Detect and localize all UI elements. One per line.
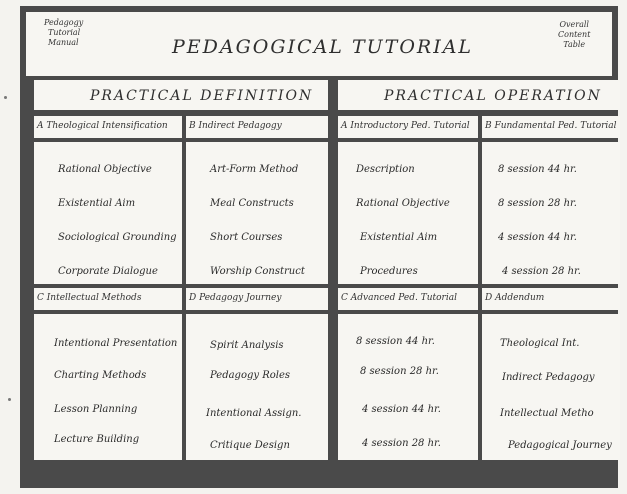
- list-item: Rational Objective: [58, 164, 152, 175]
- left-note-line-2: Tutorial: [48, 28, 81, 37]
- page-title: PEDAGOGICAL TUTORIAL: [172, 36, 474, 58]
- list-item: 4 session 28 hr.: [502, 266, 581, 277]
- cell-label: C Advanced Ped. Tutorial: [341, 293, 457, 303]
- list-item: Short Courses: [210, 232, 283, 243]
- list-item: Lecture Building: [54, 434, 140, 445]
- list-item: Intentional Presentation: [54, 338, 178, 349]
- cell-d-right-body: [482, 314, 620, 460]
- cell-label: D Pedagogy Journey: [189, 293, 282, 303]
- scan-mark: [4, 96, 7, 99]
- cell-d-left-body: [186, 314, 328, 460]
- list-item: Pedagogy Roles: [210, 370, 291, 381]
- chart-board: [20, 6, 618, 488]
- cell-label: B Indirect Pedagogy: [189, 121, 282, 131]
- cell-c-right-body: [338, 314, 478, 460]
- right-note-line-3: Table: [563, 40, 586, 49]
- list-item: 4 session 44 hr.: [362, 404, 441, 415]
- cell-b-right-body: [482, 142, 620, 284]
- cell-a-right-body: [338, 142, 478, 284]
- list-item: Meal Constructs: [210, 198, 294, 209]
- left-note-line-1: Pedagogy: [44, 18, 84, 27]
- list-item: Procedures: [360, 266, 418, 277]
- section-title-left: PRACTICAL DEFINITION: [90, 88, 314, 104]
- left-note-line-3: Manual: [48, 38, 79, 47]
- cell-d-right-label: [482, 288, 620, 310]
- list-item: Spirit Analysis: [210, 340, 284, 351]
- header-panel: [26, 12, 612, 76]
- section-header-left: [34, 80, 328, 110]
- cell-c-left-body: [34, 314, 182, 460]
- list-item: Charting Methods: [54, 370, 147, 381]
- list-item: Pedagogical Journey: [508, 440, 612, 451]
- section-title-right: PRACTICAL OPERATION: [384, 88, 602, 104]
- cell-b-right-label: [482, 116, 620, 138]
- list-item: Corporate Dialogue: [58, 266, 158, 277]
- section-header-right: [338, 80, 620, 110]
- right-note-line-1: Overall: [559, 20, 589, 29]
- list-item: Lesson Planning: [54, 404, 138, 415]
- cell-a-left-body: [34, 142, 182, 284]
- list-item: Rational Objective: [356, 198, 450, 209]
- cell-label: A Theological Intensification: [37, 121, 168, 131]
- list-item: Theological Int.: [500, 338, 580, 349]
- cell-a-right-label: [338, 116, 478, 138]
- list-item: Intellectual Metho: [500, 408, 594, 419]
- list-item: Sociological Grounding: [58, 232, 177, 243]
- list-item: 4 session 28 hr.: [362, 438, 441, 449]
- cell-b-left-label: [186, 116, 328, 138]
- scan-mark: [8, 398, 11, 401]
- cell-b-left-body: [186, 142, 328, 284]
- list-item: Critique Design: [210, 440, 290, 451]
- cell-label: B Fundamental Ped. Tutorial: [485, 121, 617, 131]
- list-item: 8 session 44 hr.: [498, 164, 577, 175]
- cell-label: A Introductory Ped. Tutorial: [341, 121, 470, 131]
- cell-d-left-label: [186, 288, 328, 310]
- list-item: Indirect Pedagogy: [502, 372, 595, 383]
- cell-c-right-label: [338, 288, 478, 310]
- list-item: Worship Construct: [210, 266, 305, 277]
- list-item: Existential Aim: [360, 232, 438, 243]
- cell-label: D Addendum: [485, 293, 545, 303]
- list-item: 8 session 44 hr.: [356, 336, 435, 347]
- left-note: [44, 18, 83, 48]
- cell-c-left-label: [34, 288, 182, 310]
- list-item: 8 session 28 hr.: [360, 366, 439, 377]
- list-item: 8 session 28 hr.: [498, 198, 577, 209]
- cell-label: C Intellectual Methods: [37, 293, 142, 303]
- list-item: Existential Aim: [58, 198, 136, 209]
- right-note-line-2: Content: [558, 30, 591, 39]
- right-note: [558, 20, 590, 50]
- list-item: 4 session 44 hr.: [498, 232, 577, 243]
- list-item: Description: [356, 164, 415, 175]
- cell-a-left-label: [34, 116, 182, 138]
- list-item: Art-Form Method: [210, 164, 299, 175]
- list-item: Intentional Assign.: [206, 408, 302, 419]
